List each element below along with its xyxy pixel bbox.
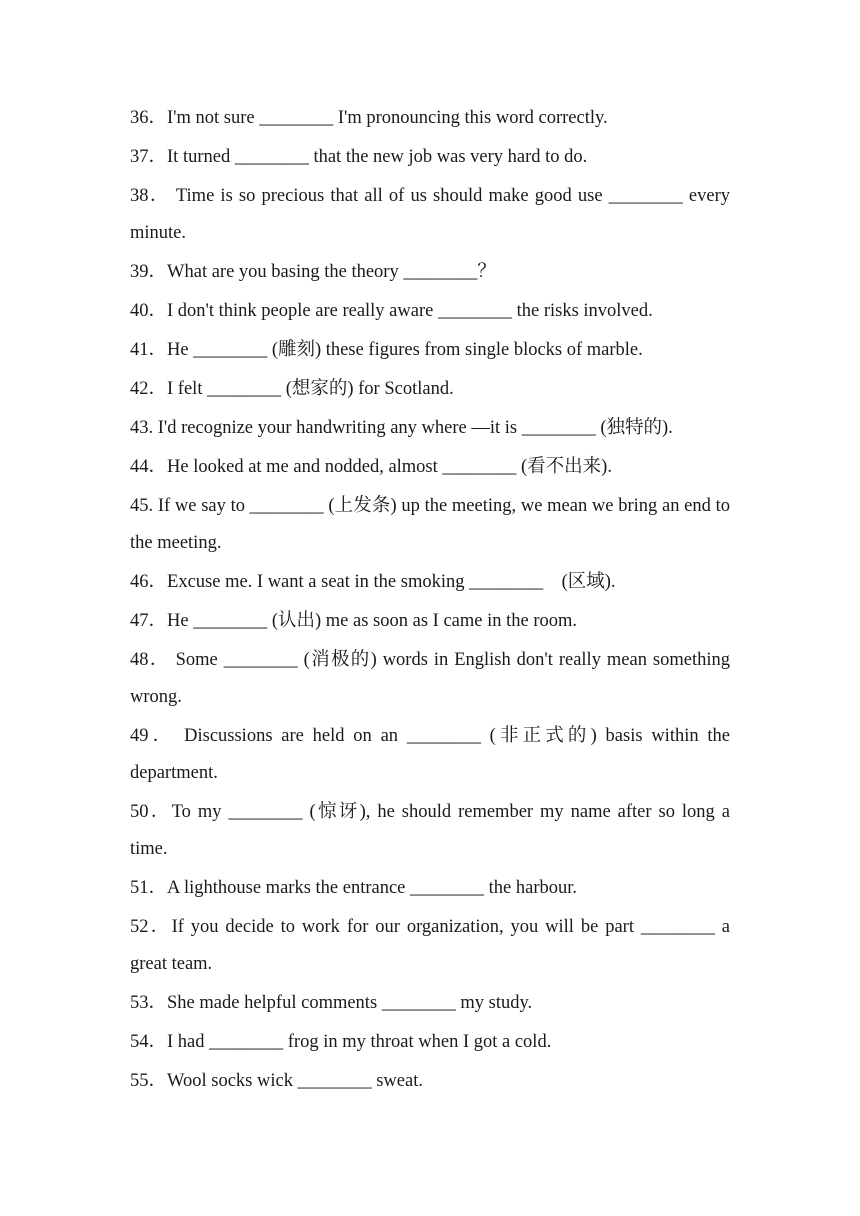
question-51 [130, 870, 730, 907]
question-number: 55． [130, 1071, 168, 1091]
question-36 [130, 100, 730, 137]
question-number: 43. [130, 418, 154, 438]
question-40 [130, 293, 730, 330]
question-text: Wool socks wick ________ sweat. [167, 1071, 423, 1091]
question-text: What are you basing the theory ________？ [167, 262, 496, 282]
question-text: I had ________ frog in my throat when I got a cold. [167, 1032, 552, 1052]
question-text: I'd recognize your handwriting any where —it is ________ (独特的). [153, 418, 673, 438]
question-text: He looked at me and nodded, almost ________ (看不出来). [167, 457, 612, 477]
question-37 [130, 139, 730, 176]
question-text: I don't think people are really aware ________ the risks involved. [167, 301, 653, 321]
question-number: 53． [130, 993, 168, 1013]
question-number: 52． [130, 917, 172, 937]
question-text: Some ________ (消极的) words in English don't really mean something wrong. [130, 650, 730, 707]
question-44 [130, 449, 730, 486]
question-46 [130, 564, 730, 601]
question-47 [130, 603, 730, 640]
question-number: 50． [130, 802, 172, 822]
question-text: She made helpful comments ________ my study. [167, 993, 533, 1013]
question-55 [130, 1063, 730, 1100]
question-number: 42． [130, 379, 168, 399]
question-text: He ________ (认出) me as soon as I came in the room. [167, 611, 578, 631]
question-text: I felt ________ (想家的) for Scotland. [167, 379, 454, 399]
question-number: 37． [130, 147, 168, 167]
question-number: 40． [130, 301, 168, 321]
question-text: Discussions are held on an ________ (非正式的) basis within the department. [130, 726, 730, 783]
question-number: 44． [130, 457, 168, 477]
question-48 [130, 642, 730, 716]
question-number: 36． [130, 108, 168, 128]
question-text: Excuse me. I want a seat in the smoking ________ (区域). [167, 572, 616, 592]
question-41 [130, 332, 730, 369]
question-number: 41． [130, 340, 168, 360]
question-text: It turned ________ that the new job was very hard to do. [167, 147, 588, 167]
question-42 [130, 371, 730, 408]
question-38 [130, 178, 730, 252]
question-49 [130, 718, 730, 792]
question-text: A lighthouse marks the entrance ________ the harbour. [167, 878, 578, 898]
question-52 [130, 909, 730, 983]
question-number: 46． [130, 572, 168, 592]
question-text: I'm not sure ________ I'm pronouncing this word correctly. [167, 108, 608, 128]
question-54 [130, 1024, 730, 1061]
question-45 [130, 488, 730, 562]
question-number: 49． [130, 726, 176, 746]
question-43 [130, 410, 730, 447]
question-text: Time is so precious that all of us should make good use ________ every minute. [130, 186, 730, 243]
question-number: 51． [130, 878, 168, 898]
question-53 [130, 985, 730, 1022]
question-number: 54． [130, 1032, 168, 1052]
question-number: 45. [130, 496, 154, 516]
exercise-page [130, 100, 730, 1102]
question-text: To my ________ (惊讶), he should remember my name after so long a time. [130, 802, 730, 859]
question-number: 39． [130, 262, 168, 282]
question-number: 48． [130, 650, 170, 670]
question-text: If you decide to work for our organization, you will be part ________ a great team. [130, 917, 730, 974]
question-text: If we say to ________ (上发条) up the meeting, we mean we bring an end to the meeting. [130, 496, 730, 553]
question-39 [130, 254, 730, 291]
question-number: 38． [130, 186, 171, 206]
question-text: He ________ (雕刻) these figures from single blocks of marble. [167, 340, 643, 360]
question-50 [130, 794, 730, 868]
question-number: 47． [130, 611, 168, 631]
